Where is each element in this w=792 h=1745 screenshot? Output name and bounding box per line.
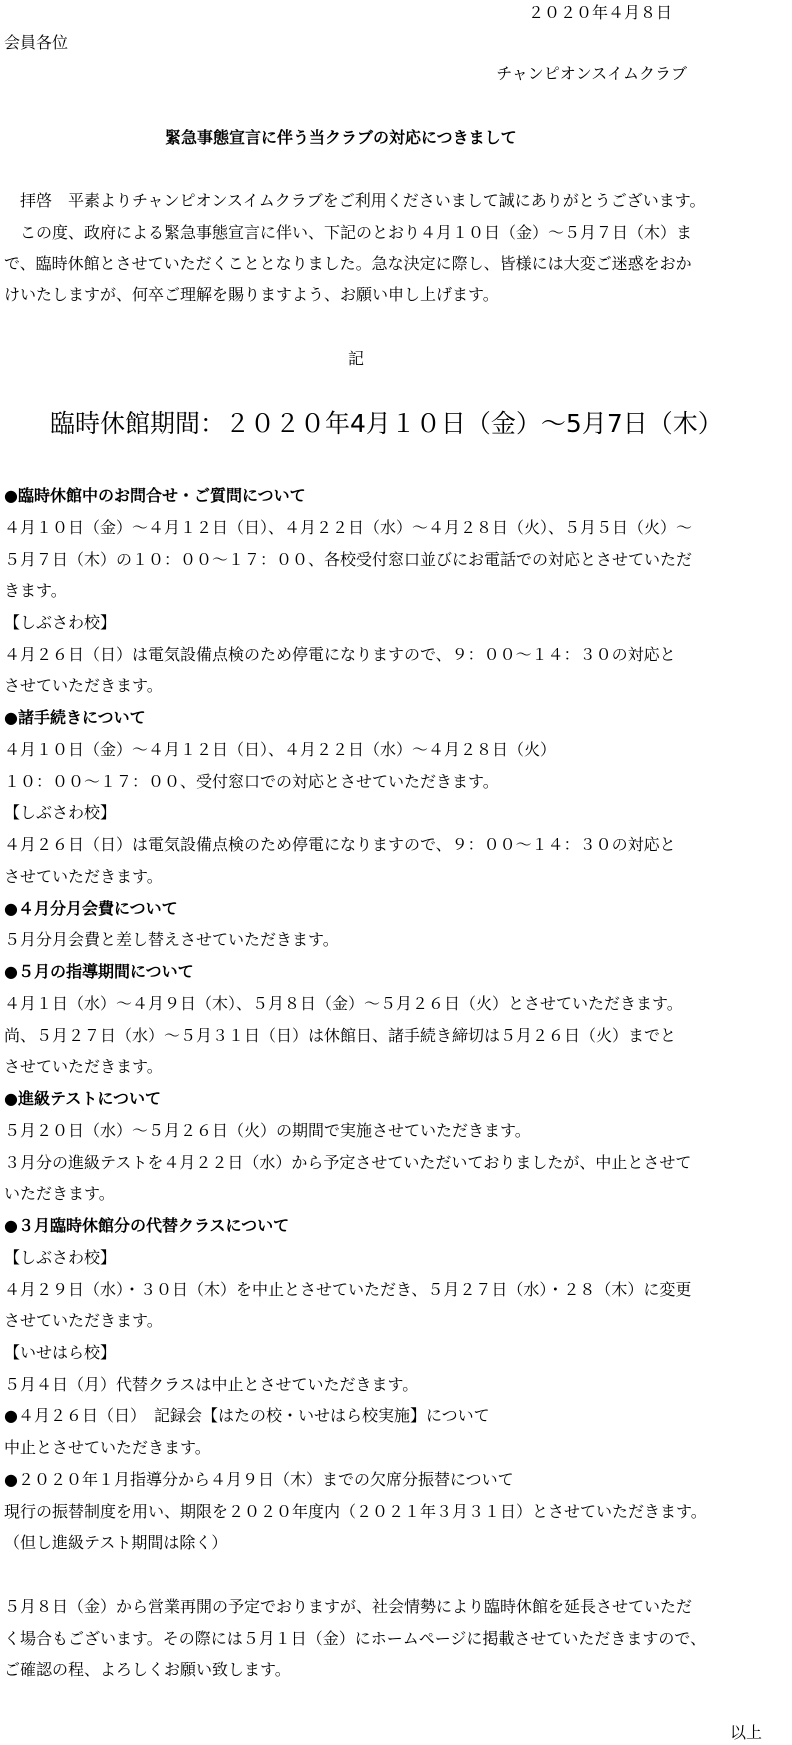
text-line: ４月１０日（金）～４月１２日（日）、４月２２日（水）～４月２８日（火）、５月５日（火）～ [4,518,693,537]
text-line: ５月分月会費と差し替えさせていただきます。 [4,930,339,949]
recipient: 会員各位 [4,33,69,52]
text-line: させていただきます。 [4,676,163,695]
text-line: ４月２６日（日）は電気設備点検のため停電になりますので、９：００～１４：３０の対応と [4,645,676,664]
text-line: ４月１日（水）～４月９日（木）、５月８日（金）～５月２６日（火）とさせていただきます。 [4,994,683,1013]
text-line: ４月１０日（金）～４月１２日（日）、４月２２日（水）～４月２８日（火） [4,740,557,759]
branch-label: 【しぶさわ校】 [4,613,117,632]
ki-mark: 記 [348,349,365,368]
closing-line: ご確認の程、よろしくお願い致します。 [4,1660,291,1679]
text-line: （但し進級テスト期間は除く） [4,1533,228,1552]
text-line: 尚、５月２７日（水）～５月３１日（日）は休館日、諸手続き締切は５月２６日（火）までと [4,1026,677,1045]
document-title: 緊急事態宣言に伴う当クラブの対応につきまして [165,128,517,147]
closing-line: ５月８日（金）から営業再開の予定でおりますが、社会情勢により臨時休館を延長させていただ [4,1597,693,1616]
text-line: させていただきます。 [4,867,163,886]
text-line: ４月２９日（水）・３０日（木）を中止とさせていただき、５月２７日（水）・２８（木）に変更 [4,1280,692,1299]
branch-label: 【いせはら校】 [4,1343,117,1362]
section-heading-procedures: ●諸手続きについて [4,708,146,727]
text-line: ４月２６日（日）は電気設備点検のため停電になりますので、９：００～１４：３０の対応と [4,835,676,854]
section-heading-fee: ●４月分月会費について [4,899,178,918]
section-heading-makeup: ●２０２０年１月指導分から４月９日（木）までの欠席分振替について [4,1470,514,1489]
section-heading-record: ●４月２６日（日） 記録会【はたの校・いせはら校実施】について [4,1406,490,1425]
greeting-line: 拝啓 平素よりチャンピオンスイムクラブをご利用くださいまして誠にありがとうございます。 [4,191,706,210]
text-line: させていただきます。 [4,1311,163,1330]
end-mark: 以上 [729,1723,762,1742]
section-heading-inquiry: ●臨時休館中のお問合せ・ご質問について [4,486,306,505]
text-line: ５月２０日（水）～５月２６日（火）の期間で実施させていただきます。 [4,1121,531,1140]
text-line: きます。 [4,581,67,600]
section-heading-guidance: ●５月の指導期間について [4,962,194,981]
text-line: 中止とさせていただきます。 [4,1438,211,1457]
section-heading-substitute: ●３月臨時休館分の代替クラスについて [4,1216,290,1235]
branch-label: 【しぶさわ校】 [4,803,117,822]
closing-line: く場合もございます。その際には５月１日（金）にホームページに掲載させていただきますので、 [4,1629,707,1648]
greeting-line: けいたしますが、何卒ご理解を賜りますよう、お願い申し上げます。 [4,285,499,304]
branch-label: 【しぶさわ校】 [4,1248,117,1267]
text-line: ５月４日（月）代替クラスは中止とさせていただきます。 [4,1375,419,1394]
greeting-line: この度、政府による緊急事態宣言に伴い、下記のとおり４月１０日（金）～５月７日（木）ま [4,223,693,242]
text-line: ５月７日（木）の１０：００～１７：００、各校受付窓口並びにお電話での対応とさせていただ [4,550,693,569]
greeting-line: で、臨時休館とさせていただくこととなりました。急な決定に際し、皆様には大変ご迷惑をおか [4,254,692,273]
section-heading-test: ●進級テストについて [4,1089,162,1108]
closure-period: 臨時休館期間：２０２０年4月１０日（金）～5月7日（木） [50,409,723,438]
text-line: させていただきます。 [4,1057,163,1076]
text-line: １０：００～１７：００、受付窓口での対応とさせていただきます。 [4,772,499,791]
text-line: いただきます。 [4,1184,115,1203]
text-line: 現行の振替制度を用い、期限を２０２０年度内（２０２１年３月３１日）とさせていただきます。 [4,1502,707,1521]
sender: チャンピオンスイムクラブ [496,64,687,83]
text-line: ３月分の進級テストを４月２２日（水）から予定させていただいておりましたが、中止とさせて [4,1153,692,1172]
document-date: ２０２０年４月８日 [527,3,672,22]
